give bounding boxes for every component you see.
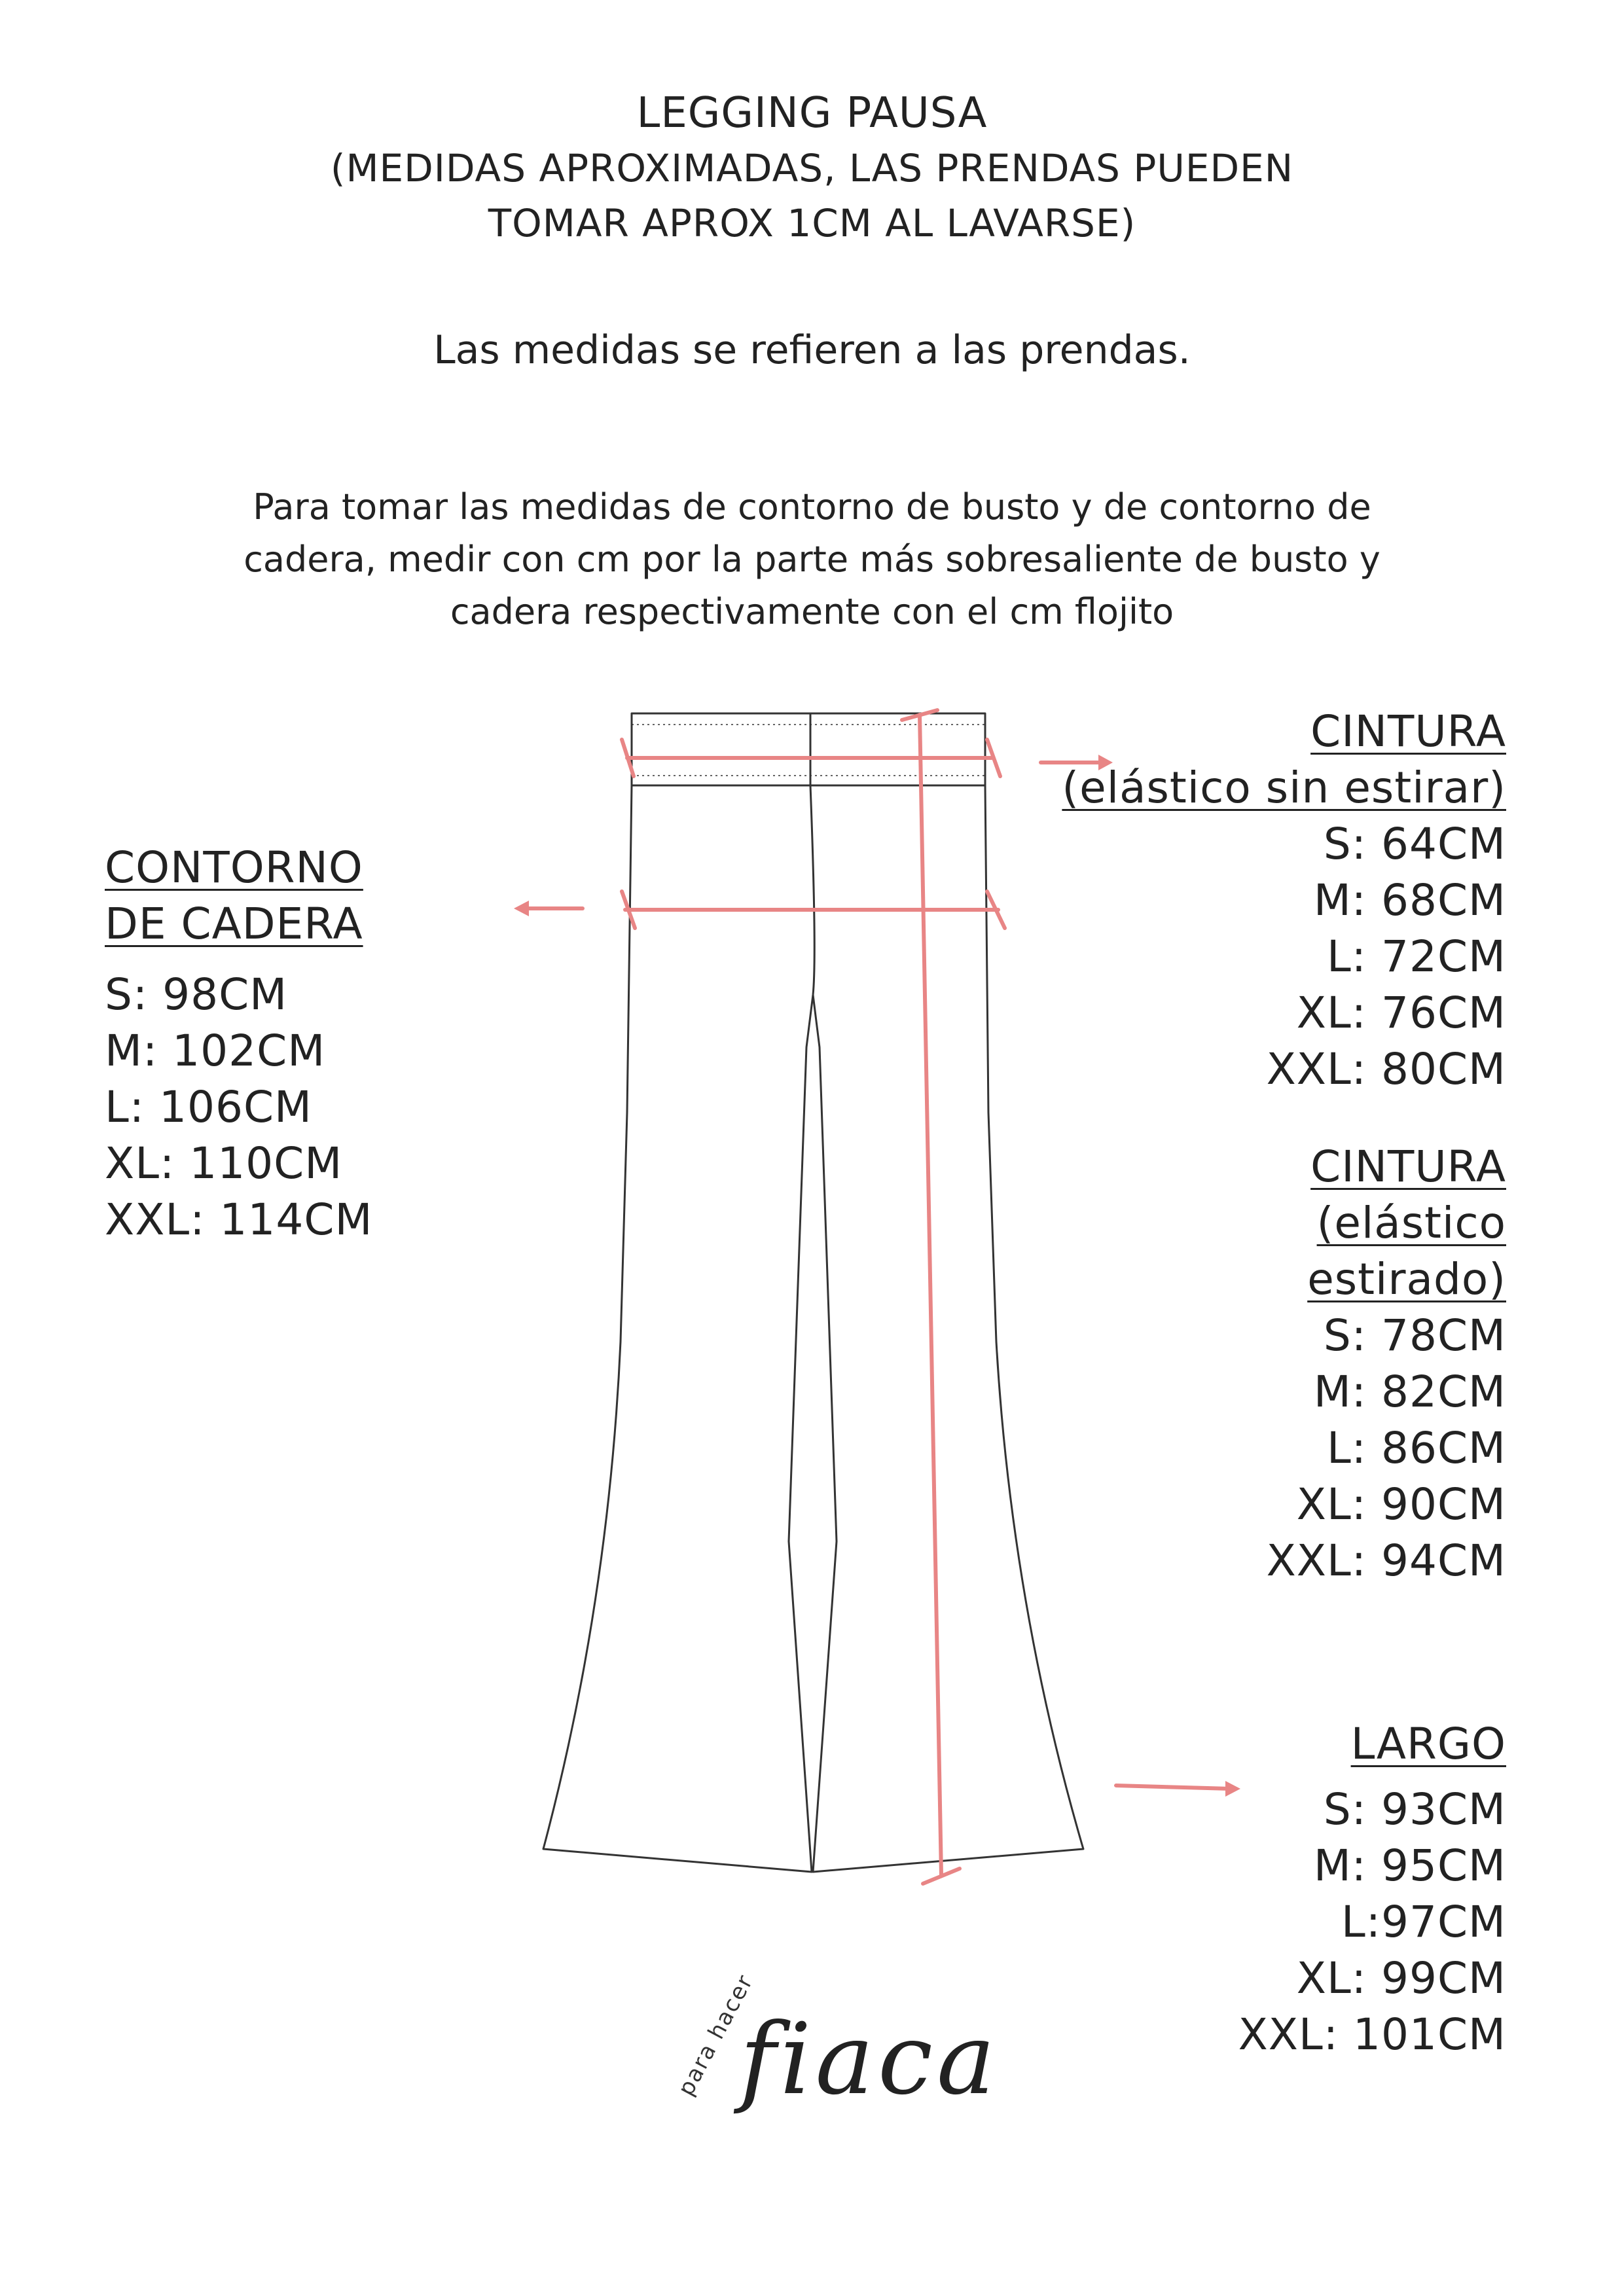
largo-sizes [1048,1782,1506,2063]
cadera-size-l: L: 106CM [105,1082,312,1132]
largo-size-xxl: XXL: 101CM [1238,2009,1506,2060]
length-measure-line [920,715,941,1875]
cintura2-heading: CINTURA [1310,1141,1506,1192]
lead-text: Las medidas se refieren a las prendas. [433,327,1191,373]
subtitle-line-2: TOMAR APROX 1CM AL LAVARSE) [488,201,1136,245]
contorno-cadera-block [105,840,372,1248]
cintura2-sizes [1048,1308,1506,1589]
cintura1-subheading: (elástico sin estirar) [1062,762,1506,813]
largo-size-xl: XL: 99CM [1296,1953,1506,2003]
cintura-sin-estirar-block [1048,704,1506,1098]
cintura2-size-l: L: 86CM [1327,1423,1506,1473]
cintura2-size-s: S: 78CM [1323,1310,1506,1361]
right-leg-outline [813,785,1083,1872]
cintura1-size-xxl: XXL: 80CM [1266,1044,1506,1094]
cintura1-heading: CINTURA [1310,706,1506,757]
left-leg-outline [543,785,814,1872]
cadera-size-xl: XL: 110CM [105,1138,343,1189]
cintura1-size-m: M: 68CM [1313,875,1506,925]
cadera-size-xxl: XXL: 114CM [105,1194,373,1245]
cintura-estirado-block [1048,1139,1506,1589]
cadera-heading-1: CONTORNO [105,842,363,893]
largo-size-s: S: 93CM [1323,1784,1506,1835]
subtitle-line-1: (MEDIDAS APROXIMADAS, LAS PRENDAS PUEDEN [330,146,1294,190]
largo-size-l: L:97CM [1341,1897,1506,1947]
instructions-line-2: cadera, medir con cm por la parte más sobresaliente de busto y [244,539,1380,580]
page-title: LEGGING PAUSA [636,89,988,137]
arrow-cadera-head [514,901,529,916]
cintura2-size-xl: XL: 90CM [1296,1479,1506,1530]
cintura1-size-s: S: 64CM [1323,819,1506,869]
cintura2-subheading-1: (elástico [1316,1198,1506,1248]
logo-small-text: para hacer [673,1969,759,2100]
largo-heading: LARGO [1350,1719,1506,1769]
instructions-line-1: Para tomar las medidas de contorno de busto y de contorno de [253,486,1371,528]
cintura2-subheading-2: estirado) [1307,1254,1506,1304]
cintura1-size-l: L: 72CM [1327,931,1506,982]
logo-big-text: fiaca [740,2003,1000,2117]
instructions-line-3: cadera respectivamente con el cm flojito [450,591,1174,632]
cintura2-size-xxl: XXL: 94CM [1266,1535,1506,1586]
cadera-size-m: M: 102CM [105,1026,326,1076]
cintura1-size-xl: XL: 76CM [1296,988,1506,1038]
cadera-size-s: S: 98CM [105,969,288,1020]
cadera-heading-2: DE CADERA [105,899,363,949]
cintura1-sizes [1048,816,1506,1098]
cintura2-size-m: M: 82CM [1313,1367,1506,1417]
largo-size-m: M: 95CM [1313,1840,1506,1891]
cadera-sizes [105,967,372,1248]
largo-block [1048,1716,1506,2063]
